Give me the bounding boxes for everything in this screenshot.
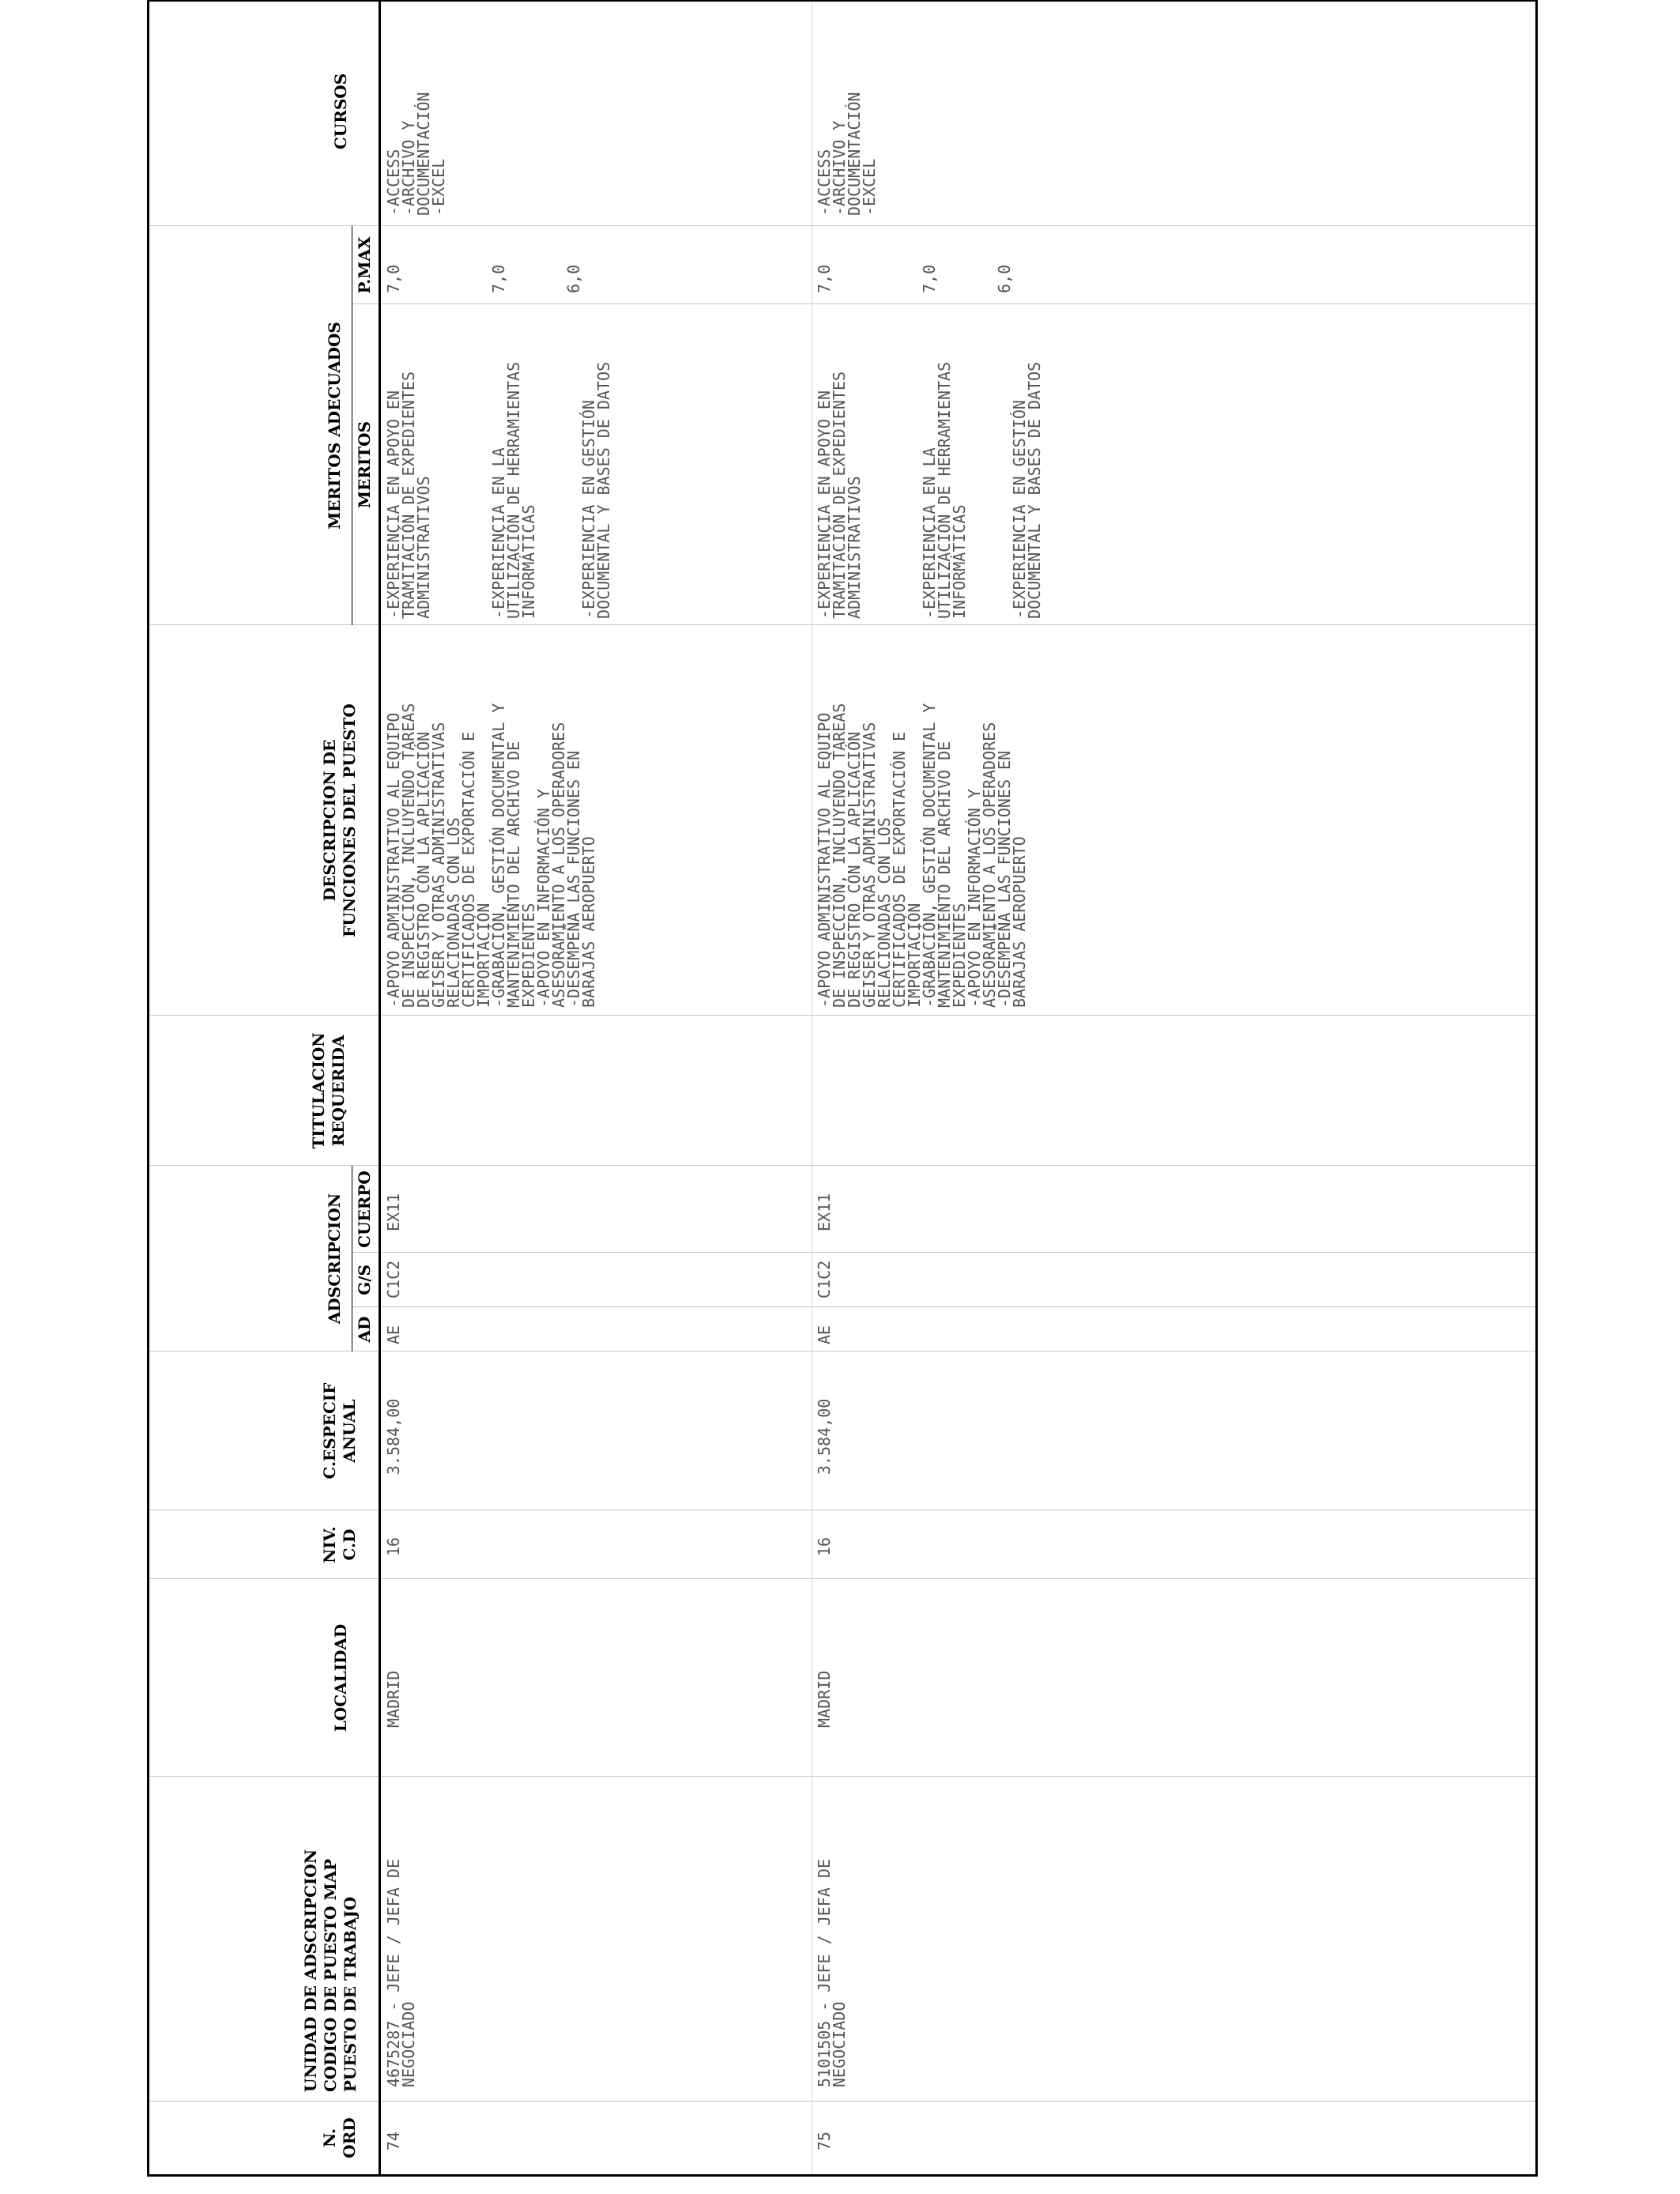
row-74-ord: 74 <box>384 2131 403 2151</box>
row-75-pmax: 7,0 7,0 6,0 <box>815 264 1014 293</box>
row-75-nivel: 16 <box>815 1536 834 1556</box>
row-75-ord: 75 <box>815 2131 834 2151</box>
header-n-ord: N. ORD <box>320 2117 359 2158</box>
col-sep <box>352 1252 1535 1253</box>
row-75-descripcion: -APOYO ADMINISTRATIVO AL EQUIPO DE INSPECCIÓN, INCLUYENDO TAREAS DE REGISTRO CON LA APLICACIÓN GEISER Y OTRAS ADMINISTRATIVAS RELACIONADAS CON LOS CERTIFICADOS DE EXPORTACIÓN E IMPORTACIÓN -GRABACIÓN, GESTIÓN DOCUMENTAL Y MANTENIMIENTO DEL ARCHIVO DE EXPEDIENTES -APOYO EN INFORMACIÓN Y ASESORAMIENTO A LOS OPERADORES -DESEMPEÑA LAS FUNCIONES EN BARAJAS AEROPUERTO <box>815 703 1029 1008</box>
header-adscripcion: ADSCRIPCION <box>325 1193 344 1325</box>
row-75-localidad: MADRID <box>815 1670 834 1728</box>
header-niv: NIV. C.D <box>320 1526 359 1563</box>
header-meritos: MERITOS <box>355 420 374 509</box>
col-sep <box>352 303 1535 304</box>
col-sep <box>352 1306 1535 1307</box>
row-75-especifico: 3.584,00 <box>815 1398 834 1475</box>
row-75-ad: AE <box>815 1325 834 1344</box>
header-pmax: P.MAX <box>355 236 374 294</box>
row-74-especifico: 3.584,00 <box>384 1398 403 1475</box>
row-75-gs: C1C2 <box>815 1260 834 1299</box>
row-74-gs: C1C2 <box>384 1260 403 1299</box>
header-especif: C.ESPECIF ANUAL <box>320 1382 359 1480</box>
header-ad: AD <box>355 1316 374 1343</box>
header-bottom-line <box>379 2 381 2174</box>
row-74-cuerpo: EX11 <box>384 1193 403 1231</box>
row-75-meritos: -EXPERIENCIA EN APOYO EN TRAMITACIÓN DE EXPEDIENTES ADMINISTRATIVOS -EXPERIENCIA EN LA UTILIZACIÓN DE HERRAMIENTAS INFORMÁTICAS -EXPERIENCIA EN GESTIÓN DOCUMENTAL Y BASES DE DATOS <box>815 361 1044 619</box>
header-gs: G/S <box>355 1265 374 1295</box>
header-meritos-adecuados: MERITOS ADECUADOS <box>325 322 344 530</box>
header-descripcion: DESCRIPCION DE FUNCIONES DEL PUESTO <box>320 703 359 937</box>
row-75-cuerpo: EX11 <box>815 1193 834 1231</box>
row-74-nivel: 16 <box>384 1536 403 1556</box>
row-74-localidad: MADRID <box>384 1670 403 1728</box>
job-positions-table <box>147 0 1538 2177</box>
row-74-ad: AE <box>384 1325 403 1344</box>
row-74-descripcion: -APOYO ADMINISTRATIVO AL EQUIPO DE INSPECCIÓN, INCLUYENDO TAREAS DE REGISTRO CON LA APLICACIÓN GEISER Y OTRAS ADMINISTRATIVAS RELACIONADAS CON LOS CERTIFICADOS DE EXPORTACIÓN E IMPORTACIÓN -GRABACIÓN, GESTIÓN DOCUMENTAL Y MANTENIMIENTO DEL ARCHIVO DE EXPEDIENTES -APOYO EN INFORMACIÓN Y ASESORAMIENTO A LOS OPERADORES -DESEMPEÑA LAS FUNCIONES EN BARAJAS AEROPUERTO <box>384 703 598 1008</box>
row-74-pmax: 7,0 7,0 6,0 <box>384 264 583 293</box>
header-unidad: UNIDAD DE ADSCRIPCION CODIGO DE PUESTO MAP PUESTO DE TRABAJO <box>301 1849 360 2092</box>
header-cuerpo: CUERPO <box>355 1171 374 1248</box>
row-74-meritos: -EXPERIENCIA EN APOYO EN TRAMITACIÓN DE EXPEDIENTES ADMINISTRATIVOS -EXPERIENCIA EN LA UTILIZACIÓN DE HERRAMIENTAS INFORMÁTICAS -EXPERIENCIA EN GESTIÓN DOCUMENTAL Y BASES DE DATOS <box>384 361 613 619</box>
row-75-puesto: 5101505 - JEFE / JEFA DE NEGOCIADO <box>815 1859 849 2087</box>
row-74-puesto: 4675287 - JEFE / JEFA DE NEGOCIADO <box>384 1859 418 2087</box>
header-cursos: CURSOS <box>331 73 350 150</box>
row-75-cursos: -ACCESS -ARCHIVO Y DOCUMENTACIÓN -EXCEL <box>815 92 879 216</box>
header-titulacion: TITULACION REQUERIDA <box>309 1032 348 1149</box>
row-74-cursos: -ACCESS -ARCHIVO Y DOCUMENTACIÓN -EXCEL <box>384 92 448 216</box>
header-localidad: LOCALIDAD <box>331 1623 350 1732</box>
